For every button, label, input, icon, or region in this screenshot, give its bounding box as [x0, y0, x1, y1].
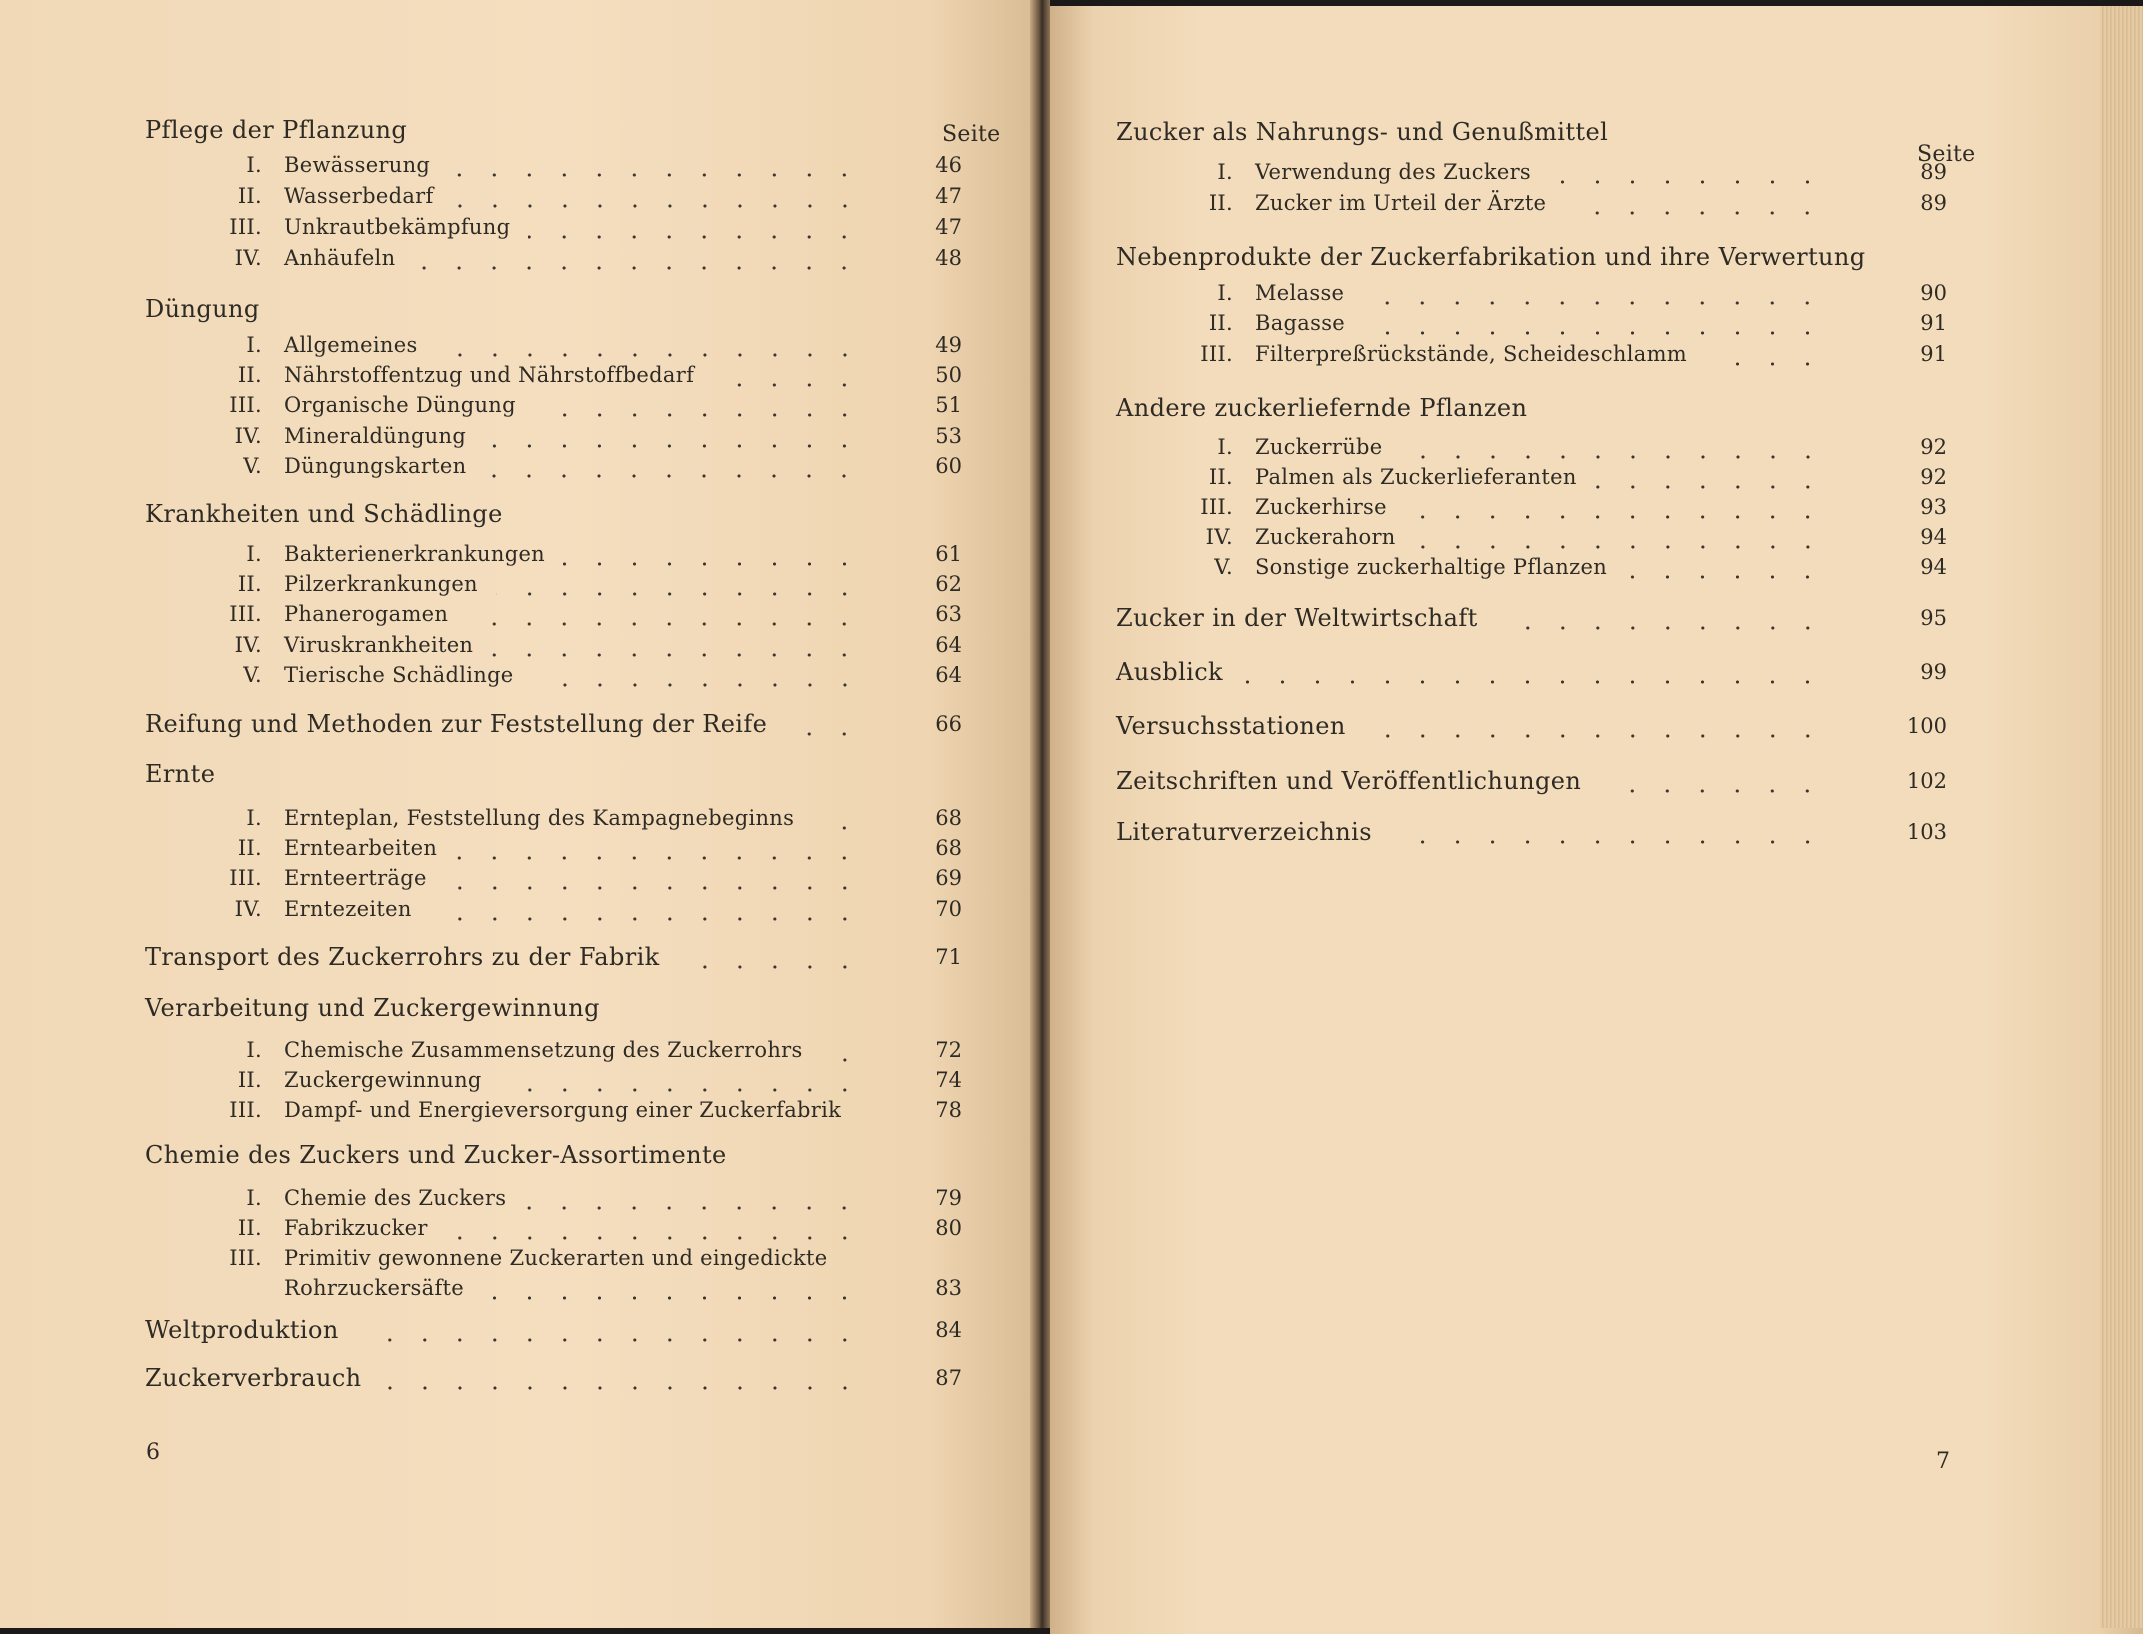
page-ref: 94: [1920, 555, 1947, 579]
page-ref: 87: [935, 1366, 962, 1390]
page-ref: 83: [935, 1276, 962, 1300]
page-ref: 74: [935, 1068, 962, 1092]
toc-entry: [1050, 160, 2143, 190]
page-number-left: 6: [146, 1440, 160, 1465]
leader-dots: [430, 917, 862, 921]
entry-title: Zuckergewinnung: [284, 1068, 482, 1092]
section-title: Nebenprodukte der Zuckerfabrikation und ihre Verwertung: [1116, 243, 1866, 271]
page-ref: 89: [1920, 191, 1947, 215]
section-title: Pflege der Pflanzung: [145, 116, 408, 144]
entry-number: IV.: [1205, 525, 1233, 549]
leader-dots: [484, 474, 862, 478]
leader-dots: [678, 965, 862, 969]
page-ref: 70: [935, 897, 962, 921]
entry-number: II.: [1208, 311, 1233, 335]
toc-entry: [0, 215, 1030, 245]
toc-entry: [0, 1186, 1030, 1216]
entry-title: Mineraldüngung: [284, 424, 467, 448]
toc-entry: [1050, 495, 2143, 525]
section-title: Reifung und Methoden zur Feststellung der Reife: [145, 710, 768, 738]
leader-dots: [785, 732, 862, 736]
entry-number: III.: [1200, 495, 1233, 519]
entry-number: IV.: [234, 246, 262, 270]
page-ref: 78: [935, 1098, 962, 1122]
toc-entry: [0, 866, 1030, 896]
leader-dots: [1405, 515, 1825, 519]
leader-dots: [1595, 485, 1825, 489]
toc-right: [1050, 6, 2143, 1634]
entry-number: II.: [237, 836, 262, 860]
leader-dots: [446, 1236, 862, 1240]
section-title: Literaturverzeichnis: [1116, 818, 1372, 846]
entry-title: Zuckerahorn: [1255, 525, 1396, 549]
entry-number: II.: [237, 363, 262, 387]
page-ref: 46: [935, 153, 962, 177]
leader-dots: [1549, 180, 1825, 184]
leader-dots: [1364, 734, 1825, 738]
entry-number: V.: [243, 663, 262, 687]
toc-entry: [0, 1068, 1030, 1098]
leader-dots: [1705, 362, 1825, 366]
toc-entry: [1050, 191, 2143, 221]
leader-dots: [455, 856, 862, 860]
toc-entry: [1050, 465, 2143, 495]
leader-dots: [1241, 680, 1825, 684]
page-ref: 63: [935, 602, 962, 626]
entry-number: II.: [237, 1216, 262, 1240]
page-ref: 51: [935, 393, 962, 417]
page-ref: 50: [935, 363, 962, 387]
section-title: Zucker als Nahrungs- und Genußmittel: [1116, 118, 1609, 146]
page-ref: 95: [1920, 606, 1947, 630]
leader-dots: [491, 653, 862, 657]
entry-number: III.: [1200, 342, 1233, 366]
leader-dots: [1564, 211, 1825, 215]
section-title: Weltproduktion: [145, 1316, 339, 1344]
entry-number: II.: [1208, 191, 1233, 215]
page-ref: 68: [935, 836, 962, 860]
book-gutter: [1030, 0, 1050, 1628]
entry-number: II.: [1208, 465, 1233, 489]
leader-dots: [563, 562, 862, 566]
page-ref: 53: [935, 424, 962, 448]
page-ref: 62: [935, 572, 962, 596]
entry-title: Pilzerkrankungen: [284, 572, 478, 596]
left-page: [0, 0, 1030, 1628]
entry-number: I.: [1217, 435, 1233, 459]
entry-title: Chemische Zusammensetzung des Zuckerrohrs: [284, 1038, 803, 1062]
toc-entry: [0, 633, 1030, 663]
toc-entry: [0, 454, 1030, 484]
section-title: Zucker in der Weltwirtschaft: [1116, 604, 1478, 632]
leader-dots: [452, 204, 862, 208]
entry-title: Dampf- und Energieversorgung einer Zuckerfabrik: [284, 1098, 842, 1122]
entry-title: Melasse: [1255, 281, 1345, 305]
leader-dots: [466, 622, 862, 626]
entry-title: Bakterienerkrankungen: [284, 542, 545, 566]
entry-title: Düngungskarten: [284, 454, 467, 478]
page-ref: 92: [1920, 435, 1947, 459]
toc-entry: [0, 542, 1030, 572]
entry-title: Chemie des Zuckers: [284, 1186, 507, 1210]
entry-number: IV.: [234, 897, 262, 921]
toc-entry: [0, 897, 1030, 927]
entry-title: Wasserbedarf: [284, 184, 434, 208]
entry-title: Zucker im Urteil der Ärzte: [1255, 191, 1547, 215]
section-title: Ausblick: [1116, 658, 1224, 686]
toc-entry: [0, 572, 1030, 602]
toc-entry: [0, 153, 1030, 183]
entry-number: I.: [246, 153, 262, 177]
leader-dots: [484, 444, 862, 448]
page-ref: 94: [1920, 525, 1947, 549]
section-title: Verarbeitung und Zuckergewinnung: [145, 994, 600, 1022]
toc-entry: [0, 806, 1030, 836]
page-ref: 103: [1906, 820, 1947, 844]
entry-number: II.: [237, 572, 262, 596]
toc-entry: [0, 393, 1030, 423]
leader-dots: [1625, 575, 1825, 579]
toc-entry: [0, 333, 1030, 363]
entry-title: Bewässerung: [284, 153, 431, 177]
toc-entry: [0, 1038, 1030, 1068]
right-page: [1050, 6, 2143, 1634]
entry-number: II.: [237, 1068, 262, 1092]
section-title: Versuchsstationen: [1116, 712, 1346, 740]
page-ref: 90: [1920, 281, 1947, 305]
entry-title: Viruskrankheiten: [284, 633, 474, 657]
entry-title: Zuckerhirse: [1255, 495, 1387, 519]
entry-title: Organische Düngung: [284, 393, 516, 417]
leader-dots: [1414, 545, 1825, 549]
entry-title: Nährstoffentzug und Nährstoffbedarf: [284, 363, 695, 387]
entry-number: III.: [229, 1246, 262, 1270]
page-ref: 49: [935, 333, 962, 357]
toc-entry: [0, 663, 1030, 693]
entry-title: Filterpreßrückstände, Scheideschlamm: [1255, 342, 1687, 366]
toc-entry: [1050, 342, 2143, 372]
page-ref: 92: [1920, 465, 1947, 489]
entry-title: Fabrikzucker: [284, 1216, 428, 1240]
entry-number: I.: [246, 806, 262, 830]
toc-entry: [1050, 435, 2143, 465]
entry-title: Palmen als Zuckerlieferanten: [1255, 465, 1577, 489]
leader-dots: [496, 592, 862, 596]
leader-dots: [1390, 840, 1825, 844]
entry-title: Bagasse: [1255, 311, 1345, 335]
entry-title: Unkrautbekämpfung: [284, 215, 511, 239]
section-title: Transport des Zuckerrohrs zu der Fabrik: [145, 943, 660, 971]
leader-dots: [448, 173, 862, 177]
page-ref: 79: [935, 1186, 962, 1210]
toc-entry: [0, 363, 1030, 393]
section-title: Krankheiten und Schädlinge: [145, 500, 503, 528]
leader-dots: [821, 1058, 862, 1062]
toc-entry: [0, 1098, 1030, 1128]
page-ref: 68: [935, 806, 962, 830]
leader-dots: [812, 826, 862, 830]
entry-number: V.: [1214, 555, 1233, 579]
seite-label-left: Seite: [942, 122, 1001, 147]
toc-entry: [0, 836, 1030, 866]
entry-title: Allgemeines: [284, 333, 418, 357]
section-title: Andere zuckerliefernde Pflanzen: [1116, 394, 1528, 422]
page-ref: 80: [935, 1216, 962, 1240]
section-title: Zuckerverbrauch: [145, 1364, 362, 1392]
leader-dots: [482, 1296, 862, 1300]
toc-left: [0, 0, 1030, 1628]
entry-number: II.: [237, 184, 262, 208]
leader-dots: [380, 1386, 862, 1390]
entry-number: I.: [1217, 281, 1233, 305]
toc-entry: [0, 246, 1030, 276]
toc-entry: [0, 184, 1030, 214]
toc-entry: [1050, 555, 2143, 585]
entry-number: I.: [246, 1038, 262, 1062]
page-ref: 69: [935, 866, 962, 890]
toc-entry: [0, 602, 1030, 632]
leader-dots: [357, 1338, 862, 1342]
toc-entry: [1050, 525, 2143, 555]
entry-number: I.: [246, 542, 262, 566]
page-ref: 66: [935, 712, 962, 736]
page-ref: 84: [935, 1318, 962, 1342]
entry-title: Zuckerrübe: [1255, 435, 1383, 459]
leader-dots: [1599, 789, 1825, 793]
leader-dots: [712, 383, 862, 387]
section-title: Zeitschriften und Veröffentlichungen: [1116, 767, 1582, 795]
entry-number: III.: [229, 393, 262, 417]
entry-title: Anhäufeln: [284, 246, 396, 270]
toc-entry: [0, 1216, 1030, 1246]
leader-dots: [500, 1088, 862, 1092]
entry-title: Primitiv gewonnene Zuckerarten und eingedickte: [284, 1246, 828, 1270]
page-ref: 91: [1920, 311, 1947, 335]
page-ref: 99: [1920, 660, 1947, 684]
page-number-right: 7: [1936, 1449, 1950, 1474]
page-ref: 91: [1920, 342, 1947, 366]
page-ref: 102: [1906, 769, 1947, 793]
page-ref: 60: [935, 454, 962, 478]
entry-title-continued: Rohrzuckersäfte: [284, 1276, 464, 1300]
leader-dots: [436, 353, 862, 357]
leader-dots: [528, 235, 862, 239]
page-ref: 71: [935, 945, 962, 969]
entry-number: I.: [1217, 160, 1233, 184]
leader-dots: [524, 1206, 862, 1210]
page-edges: [2100, 6, 2143, 1628]
leader-dots: [534, 413, 862, 417]
entry-title: Tierische Schädlinge: [284, 663, 514, 687]
entry-number: III.: [229, 1098, 262, 1122]
entry-number: III.: [229, 866, 262, 890]
entry-title: Ernteplan, Feststellung des Kampagnebeginns: [284, 806, 795, 830]
leader-dots: [1401, 455, 1825, 459]
page-ref: 48: [935, 246, 962, 270]
leader-dots: [1496, 626, 1825, 630]
entry-title: Erntezeiten: [284, 897, 412, 921]
page-ref: 47: [935, 184, 962, 208]
section-title: Düngung: [145, 295, 260, 323]
page-ref: 89: [1920, 160, 1947, 184]
leader-dots: [1363, 331, 1825, 335]
page-ref: 93: [1920, 495, 1947, 519]
entry-number: III.: [229, 602, 262, 626]
page-ref: 100: [1906, 714, 1947, 738]
entry-title: Phanerogamen: [284, 602, 449, 626]
page-ref: 72: [935, 1038, 962, 1062]
entry-title: Erntearbeiten: [284, 836, 438, 860]
section-title: Ernte: [145, 760, 216, 788]
page-ref: 64: [935, 633, 962, 657]
entry-number: I.: [246, 1186, 262, 1210]
entry-number: IV.: [234, 424, 262, 448]
leader-dots: [532, 683, 862, 687]
page-ref: 61: [935, 542, 962, 566]
entry-number: III.: [229, 215, 262, 239]
entry-number: IV.: [234, 633, 262, 657]
seite-label-right: Seite: [1917, 142, 1976, 167]
leader-dots: [413, 266, 862, 270]
leader-dots: [445, 886, 862, 890]
entry-number: V.: [243, 454, 262, 478]
section-title: Chemie des Zuckers und Zucker-Assortimente: [145, 1141, 727, 1169]
entry-title: Ernteerträge: [284, 866, 427, 890]
leader-dots: [1362, 301, 1825, 305]
page-ref: 64: [935, 663, 962, 687]
entry-title: Sonstige zuckerhaltige Pflanzen: [1255, 555, 1608, 579]
entry-title: Verwendung des Zuckers: [1255, 160, 1532, 184]
toc-entry: [1050, 311, 2143, 341]
toc-entry: [0, 424, 1030, 454]
toc-entry: [1050, 281, 2143, 311]
page-ref: 47: [935, 215, 962, 239]
entry-number: I.: [246, 333, 262, 357]
